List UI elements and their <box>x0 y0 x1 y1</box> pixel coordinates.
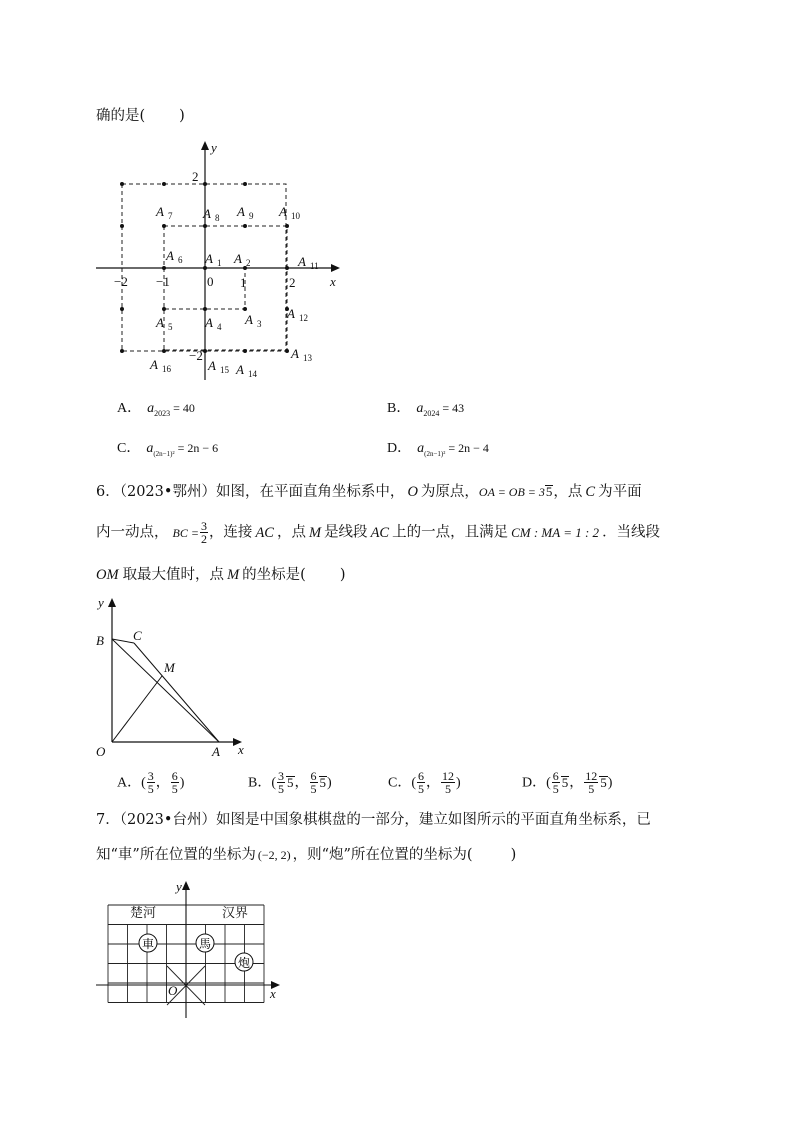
point-label-a9: A $_9$ <box>237 204 254 221</box>
river-right: 汉界 <box>222 905 249 920</box>
q7-line1: 7．（2023•台州）如图是中国象棋棋盘的一部分，建立如图所示的平面直角坐标系，已 <box>96 812 651 828</box>
label-C: C <box>133 628 142 643</box>
tick-x-neg1: −1 <box>156 274 170 289</box>
label-B: B <box>96 633 104 648</box>
q7-origin-label: O <box>168 983 178 998</box>
q6-option-c[interactable]: C．( $\frac{6}{5}$ ， $\frac{12}{5}$ ) <box>388 769 461 796</box>
q5-y-label: y <box>211 140 217 155</box>
q7-line2: 知“車”所在位置的坐标为 (−2, 2) ，则“炮”所在位置的坐标为( ) <box>96 847 517 863</box>
q5-intro: 确的是( ) <box>96 108 185 124</box>
point-label-a13: A $_{13}$ <box>291 346 312 363</box>
q6-y-label: y <box>98 595 104 610</box>
svg-text:炮: 炮 <box>237 956 251 970</box>
q6-option-d[interactable]: D．( $\frac{6}{5}$ 5， $\frac{12}{5}$ 5) <box>522 769 613 796</box>
tick-x1: 1 <box>240 275 247 290</box>
label-M: M <box>164 660 175 675</box>
tick-x2: 2 <box>289 275 296 290</box>
svg-text:馬: 馬 <box>198 937 212 951</box>
point-label-a6: A $_6$ <box>166 248 183 265</box>
q7-y-label: y <box>176 879 182 894</box>
piece-ju <box>139 934 157 952</box>
q7-x-label: x <box>270 986 276 1001</box>
piece-pao <box>235 953 253 971</box>
q7-y-arrow-icon <box>182 881 190 890</box>
q5-option-c[interactable]: C． $a_{(2n-1)^2} = 2n - 6$ <box>117 441 219 458</box>
q6-line1: 6．（2023•鄂州）如图，在平面直角坐标系中， O 为原点，OA = OB = 35，点 C 为平面 <box>96 484 642 500</box>
point-label-a10: A $_{10}$ <box>279 204 300 221</box>
svg-text:車: 車 <box>141 937 155 951</box>
point-label-a1: A $_1$ <box>205 251 222 268</box>
q6-x-label: x <box>238 742 244 757</box>
q6-line2: 内一动点， BC = $\frac{3}{2}$ ，连接 AC ，点 M 是线段 AC 上的一点，且满足 CM : MA = 1 : 2 ．当线段 <box>96 519 661 546</box>
q6-option-a[interactable]: A．( $\frac{3}{5}$ ， $\frac{6}{5}$ ) <box>117 769 185 796</box>
point-label-a3: A $_3$ <box>245 312 262 329</box>
point-label-a4: A $_4$ <box>205 315 222 332</box>
point-label-a7: A $_7$ <box>156 204 173 221</box>
point-label-a16: A $_{16}$ <box>150 357 171 374</box>
tick-x-neg2: −2 <box>114 274 128 289</box>
piece-ma <box>196 934 214 952</box>
q6-option-b[interactable]: B．( $\frac{3}{5}$ 5， $\frac{6}{5}$ 5) <box>248 769 332 796</box>
tick-y-neg2: −2 <box>189 348 203 363</box>
point-label-a8: A $_8$ <box>203 206 220 223</box>
q5-option-d[interactable]: D． $a_{(2n-1)^2} = 2n - 4$ <box>387 441 489 458</box>
point-label-a15: A $_{15}$ <box>208 358 229 375</box>
point-label-a2: A $_2$ <box>234 251 251 268</box>
point-label-a14: A $_{14}$ <box>236 362 257 379</box>
point-label-a11: A $_{11}$ <box>298 254 319 271</box>
point-label-a5: A $_5$ <box>156 315 173 332</box>
label-A: A <box>212 744 220 759</box>
q5-option-b[interactable]: B． $a_{2024} = 43$ <box>387 401 465 418</box>
tick-y2: 2 <box>192 169 199 184</box>
q6-line3: OM 取最大值时，点 M 的坐标是( ) <box>96 567 346 583</box>
river-left: 楚河 <box>130 905 157 920</box>
tick-origin: 0 <box>207 274 214 289</box>
label-O: O <box>96 744 106 759</box>
q5-option-a[interactable]: A． $a_{2023} = 40$ <box>117 401 195 418</box>
q5-x-label: x <box>330 274 336 289</box>
point-label-a12: A $_{12}$ <box>287 306 308 323</box>
